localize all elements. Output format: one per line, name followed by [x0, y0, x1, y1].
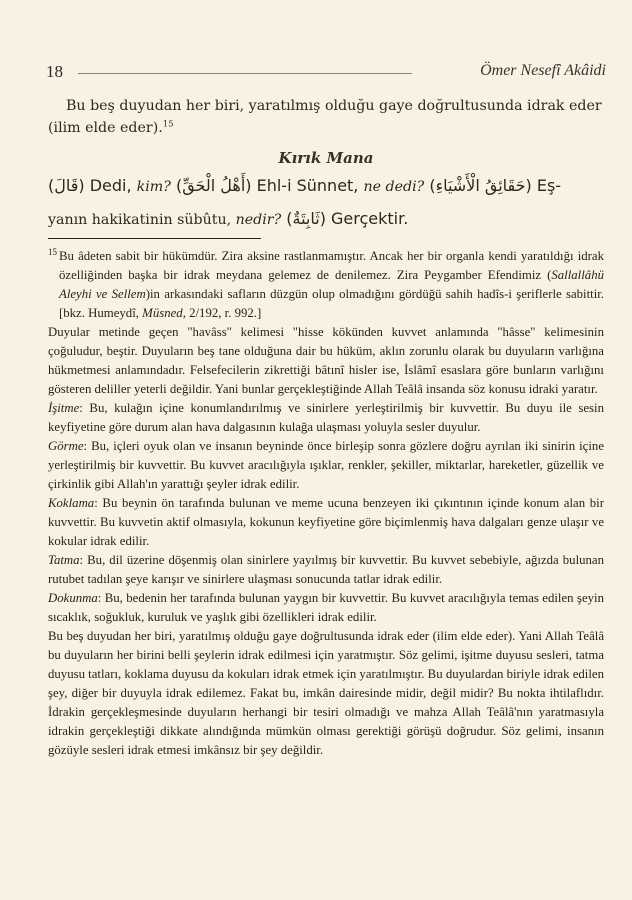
footnote-paragraph-koklama — [48, 494, 604, 551]
word-by-word-line-1 — [48, 171, 604, 202]
footnote-separator — [48, 238, 261, 239]
term-label: Görme — [48, 439, 84, 453]
header-rule — [78, 73, 412, 74]
page-header — [46, 62, 606, 86]
source-title: Müsned — [142, 306, 183, 320]
footnote-reference: 15 — [162, 119, 174, 130]
salawat-text: Sallallâhü Aleyhi ve Sellem — [59, 268, 604, 301]
footnote-paragraph-tatma — [48, 551, 604, 589]
term-segment: (حَقَائِقُ الْأَشْيَاءِ) Eş- — [424, 176, 562, 195]
term-label: Dokunma — [48, 591, 98, 605]
footnotes — [48, 247, 604, 760]
footnote-number: 15 — [48, 246, 57, 257]
footnote-text: Bu âdeten sabit bir hükümdür. Zira aksine rastlanmamıştır. Ancak her bir organla kendi yaratıldığı idrak özelliğinden başka bir idrak meydana gelemez de denilemez. Zira Peygamber Efendimiz ( — [59, 249, 604, 282]
term-segment: yanın hakikatinin sübûtu, — [48, 212, 236, 228]
term-segment: (أَهْلُ الْحَقِّ) Ehl-i Sünnet, — [170, 176, 364, 195]
term-segment: (قَالَ) Dedi, — [48, 176, 137, 195]
footnote-paragraph — [48, 247, 604, 323]
term-text: : Bu, içleri oyuk olan ve insanın beyninde önce birleşip sonra gözlere doğru ayrılan iki sinirin içine yerleştirilmiş bir kuvvettir. Bu kuvvet aracılığıyla ışıklar, renkler, şekiller, miktarlar, hareketler, güzellik ve çirkinlik gibi Allah'ın yarattığı şeyler idrak edilir. — [48, 439, 604, 491]
term-text: : Bu, dil üzerine döşenmiş olan sinirlere yayılmış bir kuvvettir. Bu kuvvet sebebiyle, ağızda bulunan rutubet tadılan şeye karışır ve sinirlere ulaşması sonucunda tatlar idrak edilir. — [48, 553, 604, 586]
question-word: nedir? — [235, 212, 282, 228]
intro-text: Bu beş duyudan her biri, yaratılmış olduğu gaye doğrultusunda idrak eder (ilim elde eder). — [48, 98, 602, 136]
term-label: Tatma — [48, 553, 80, 567]
term-segment: (ثَابِتَةٌ) Gerçektir. — [281, 209, 409, 228]
footnote-paragraph: Duyular metinde geçen "havâss" kelimesi "hisse kökünden kuvvet anlamında "hâsse" kelimesinin çoğuludur, beştir. Duyuların beş tane olduğuna dair bu hüküm, aklın zorunlu olarak bu duyuların varlığına hükmetmesi anlamındadır. Felsefecilerin zikrettiği bâtınî hisler ise, İslâmî esaslara göre bunların varlığını gösteren deliller yeterli değildir. Yani bunlar gerçekleştiğinde Allah Teâlâ insanda söz konusu idraki yaratır. — [48, 325, 604, 396]
footnote-paragraph: Bu beş duyudan her biri, yaratılmış olduğu gaye doğrultusunda idrak eder (ilim elde eder). Yani Allah Teâlâ bu duyuların her birini belli şeylerin idrak edilmesi için yaratmıştır. Söz gelimi, işitme duyusu sesleri, tatma duyusu tatları, koklama duyusu da kokuları idrak etmek için yaratılmıştır. Bu duyulardan biriyle idrak edilen şey, diğer bir duyuyla idrak edilemez. Fakat bu, imkân dairesinde midir, değil midir? Bu nokta ihtilaflıdır. İdrakin gerçekleşmesinde duyuların herhangi bir tesiri olmadığı ve mahza Allah Teâlâ'nın yaratmasıyla idrakin gerçekleştiği dikkate alındığında mümkün olması gerektiği görüşü doğrudur. Söz gelimi, insanın gözüyle sesleri idrak etmesi imkânsız bir şey değildir. — [48, 629, 604, 757]
term-text: : Bu beynin ön tarafında bulunan ve meme ucuna benzeyen iki çıkıntının içinde konum alan bir kuvvettir. Bu kuvvetin aktif olmasıyla, kokunun keyfiyetine göre biçimlenmiş hava dalgaları genze ulaşır ve kokular idrak edilir. — [48, 496, 604, 548]
term-text: : Bu, bedenin her tarafında bulunan yaygın bir kuvvettir. Bu kuvvet aracılığıyla temas edilen şeyin sıcaklık, soğukluk, kuruluk ve yaşlık gibi özellikleri idrak edilir. — [48, 591, 604, 624]
main-text — [48, 95, 604, 235]
page-number: 18 — [46, 62, 63, 81]
term-label: Koklama — [48, 496, 95, 510]
footnote-paragraph-isitme — [48, 399, 604, 437]
footnote-text: , 2/192, r. 992.] — [182, 306, 262, 320]
footnote-text: )in arkasındaki safların düzgün olup olmadığını gördüğü sahih hadîs-i şeriflerle sabittir. [bkz. Humeydî, — [59, 287, 605, 320]
question-word: ne dedi? — [363, 179, 425, 195]
word-by-word-line-2 — [48, 204, 604, 235]
term-label: İşitme — [48, 401, 80, 415]
section-title: Kırık Mana — [278, 149, 374, 167]
running-title: Ömer Nesefî Akâidi — [480, 62, 606, 79]
question-word: kim? — [136, 179, 171, 195]
footnote-paragraph-dokunma — [48, 589, 604, 627]
intro-paragraph — [48, 95, 604, 139]
term-text: : Bu, kulağın içine konumlandırılmış ve sinirlere yerleştirilmiş bir kuvvettir. Bu duyu ile sesin keyfiyetine göre durum alan hava dalgasının kulağa ulaşması yoluyla sesler duyulur. — [48, 401, 604, 434]
footnote-paragraph-gorme — [48, 437, 604, 494]
